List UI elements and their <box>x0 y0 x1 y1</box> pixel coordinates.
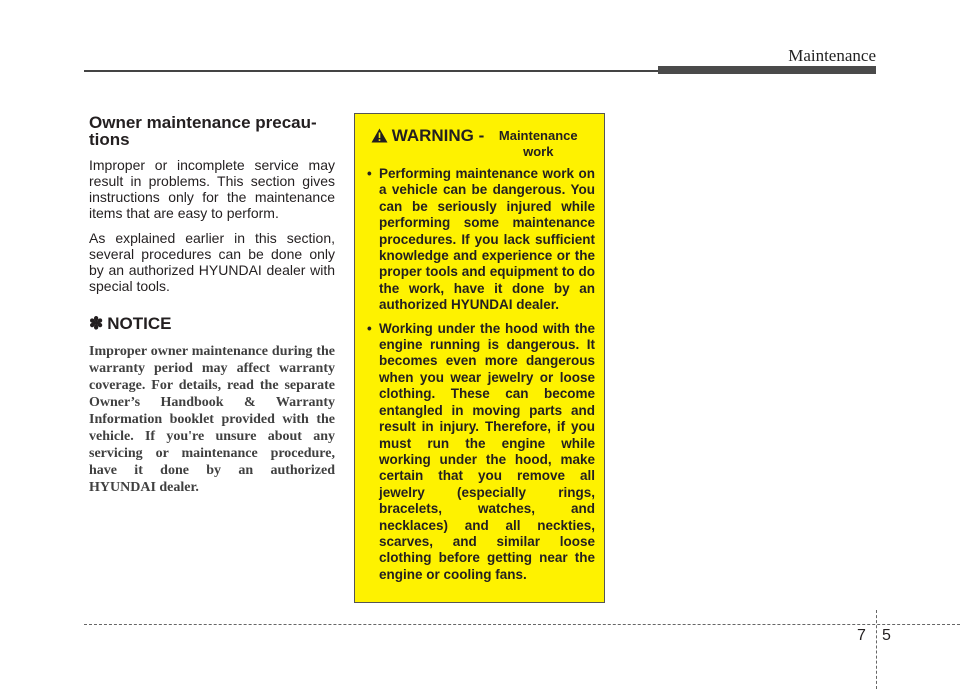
warning-box <box>354 113 605 603</box>
section-heading: Owner maintenance precau- tions <box>89 113 317 149</box>
header-rule-accent <box>658 66 876 74</box>
notice-heading <box>89 314 335 334</box>
notice-title: NOTICE <box>107 314 172 333</box>
warning-item <box>367 166 595 314</box>
page-header-title: Maintenance <box>788 46 876 65</box>
warning-triangle-icon <box>371 128 388 143</box>
bullet-icon: • <box>367 166 372 181</box>
warning-subtitle: Maintenance work <box>498 128 578 159</box>
notice-text: Improper owner maintenance during the warranty period may affect warranty coverage. For details, read the separate Owner’s Handbook & Warranty Information booklet provided with the vehicle. If you're unsure about any servicing or maintenance procedure, have it done by an authorized HYUNDAI dealer. <box>89 344 335 495</box>
notice-star-icon: ✽ <box>89 314 104 333</box>
warning-header <box>355 114 604 160</box>
bullet-icon: • <box>367 320 372 336</box>
page-number: 5 <box>882 627 891 644</box>
footer-divider <box>876 610 877 689</box>
warning-item-text: Working under the hood with the engine running is dangerous. It becomes even more dangerous when you wear jewelry or loose clothing. These can become entangled in moving parts and result in injury. Therefore, if you must run the engine while working under the hood, make certain that you remove all jewelry (especially rings, bracelets, watches, and necklaces) and all neckties, scarves, and similar loose clothing before getting near the engine or cooling fans. <box>379 320 595 582</box>
header-rule <box>84 70 664 72</box>
footer-rule <box>84 624 960 625</box>
warning-item <box>367 321 595 584</box>
warning-label: WARNING - <box>391 126 485 145</box>
warning-item-text: Performing maintenance work on a vehicle can be dangerous. You can be seriously injured while performing some maintenance procedures. If you lack sufficient knowledge and experience or the proper tools and equipment to do the work, have it done by an authorized HYUNDAI dealer. <box>379 166 595 313</box>
left-column <box>89 114 335 496</box>
chapter-number: 7 <box>857 627 866 644</box>
body-paragraph-2: As explained earlier in this section, several procedures can be done only by an authorized HYUNDAI dealer with special tools. <box>89 230 335 294</box>
body-paragraph-1: Improper or incomplete service may result in problems. This section gives instructions only for the maintenance items that are easy to perform. <box>89 157 335 221</box>
warning-list <box>355 166 604 583</box>
